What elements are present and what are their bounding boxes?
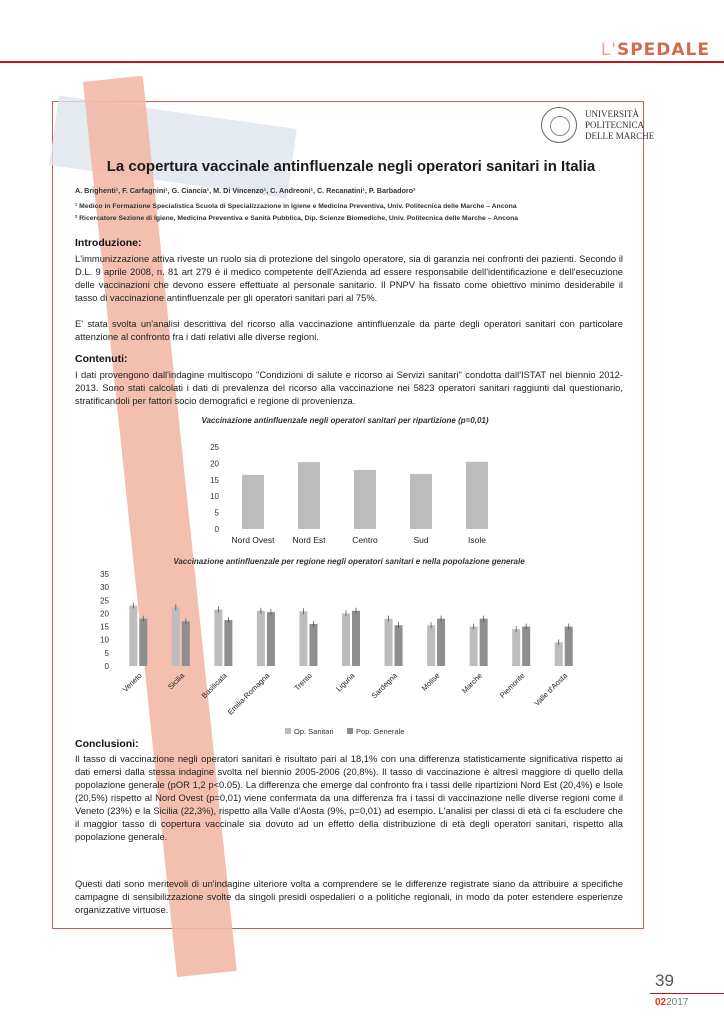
x-tick-label: Liguria (334, 671, 357, 694)
legend-label: Pop. Generale (356, 727, 405, 736)
x-tick-label: Sicilia (166, 671, 187, 692)
y-tick-label: 10 (210, 492, 219, 502)
y-tick-label: 10 (100, 635, 109, 645)
univ-line3: DELLE MARCHE (585, 131, 655, 141)
bar (395, 625, 403, 666)
affiliation-2: ² Ricercatore Sezione di Igiene, Medicina Preventiva e Sanità Pubblica, Dip. Scienze Biomediche, Univ. Politecnica delle Marche – Ancona (75, 215, 519, 222)
y-tick-label: 5 (214, 508, 219, 518)
bar (437, 619, 445, 666)
bar (224, 620, 232, 666)
x-tick-label: Nord Ovest (231, 535, 275, 545)
chart2-title: Vaccinazione antinfluenzale per regione negli operatori sanitari e nella popolazione generale (173, 557, 525, 566)
conclusions-text-2: Questi dati sono meritevoli di un'indagine ulteriore volta a comprendere se le differenze registrate siano da attribuire a specifiche campagne di sensibilizzazione svolte da singoli presidi ospedalieri o a politiche regionali, in modo da poter estendere esperienze organizzative virtuose. (75, 878, 623, 915)
bar (309, 624, 317, 666)
y-tick-label: 25 (210, 443, 219, 452)
bar (267, 612, 275, 666)
contents-text: I dati provengono dall'indagine multiscopo "Condizioni di salute e ricorso ai Servizi sanitari" condotta dall'ISTAT nel biennio 2012-2013. Sono stati calcolati i dati di prevalenza del ricorso alla vaccinazione nei 5823 operatori sanitari raggiunti dal questionario, stratificandoli per fattori socio demografici e regione di provenienza. (75, 369, 623, 406)
journal-logo: L'SPEDALE (600, 40, 710, 60)
bar (565, 627, 573, 666)
x-tick-label: Valle d'Aosta (532, 671, 570, 708)
bar (466, 462, 488, 529)
y-tick-label: 0 (214, 525, 219, 534)
x-tick-label: Centro (352, 535, 378, 545)
univ-line2: POLITECNICA (585, 120, 644, 130)
bar (214, 609, 222, 666)
bar (342, 613, 350, 666)
y-tick-label: 15 (210, 475, 219, 485)
bar (427, 625, 435, 666)
conclusions-heading: Conclusioni: (75, 738, 139, 750)
y-tick-label: 0 (104, 662, 109, 671)
header-rule (0, 61, 724, 63)
bar (522, 627, 530, 666)
chart-regioni (75, 570, 623, 740)
bar (172, 607, 180, 666)
university-logo (541, 107, 661, 147)
bar (139, 619, 147, 666)
legend-label: Op. Sanitari (294, 727, 334, 736)
bar (298, 462, 320, 529)
issue-label: 022017 (655, 997, 689, 1008)
bar (352, 611, 360, 666)
contents-heading: Contenuti: (75, 353, 128, 365)
authors: A. Brighenti¹, F. Carfagnini¹, G. Ciancia¹, M. Di Vincenzo¹, C. Andreoni¹, C. Recanatini¹, P. Barbadoro² (75, 186, 416, 195)
y-tick-label: 20 (210, 459, 219, 469)
x-tick-label: Emilia-Romagna (225, 671, 272, 717)
x-tick-label: Molise (419, 671, 442, 693)
y-tick-label: 30 (100, 583, 109, 593)
intro-heading: Introduzione: (75, 237, 142, 249)
univ-line1: UNIVERSITÀ (585, 109, 639, 119)
x-tick-label: Isole (468, 535, 486, 545)
bar (410, 474, 432, 529)
x-tick-label: Trento (292, 671, 314, 693)
x-tick-label: Basilicata (199, 671, 229, 701)
university-seal-icon (541, 107, 577, 143)
x-tick-label: Veneto (120, 671, 144, 694)
conclusions-text-1: Il tasso di vaccinazione negli operatori sanitari è risultato pari al 18,1% con una differenza statisticamente significativa rispetto ai dati emersi dalla stessa indagine svolta nel biennio 2005-2006 (20,8%). Il tasso di vaccinazione è altresì maggiore di quello della popolazione generale (pOR 1,2 p<0.05). La differenza che emerge dal confronto fra i tassi delle ripartizioni Nord Est (20,4%) e Isole (20,5%) rispetto al Nord Ovest (p=0,01) viene confermata da una differenza fra i tassi di vaccinazione nelle diverse regioni come il Veneto (23%) e la Sicilia (22,3%), rispetto alla Valle d'Aosta (9%, p=0,01) ad esempio. L'analisi per classi di età ci fa escludere che il maggior tasso di copertura vaccinale sia dovuto ad un effetto della distribuzione di età degli operatori sanitari, rispetto alla popolazione generale. (75, 753, 623, 842)
y-tick-label: 15 (100, 622, 109, 632)
y-tick-label: 20 (100, 609, 109, 619)
x-tick-label: Marche (459, 671, 485, 696)
bar (299, 611, 307, 666)
bar (182, 621, 190, 666)
bar (385, 619, 393, 666)
chart-ripartizione (175, 437, 515, 552)
bar (470, 627, 478, 666)
affiliation-1: ¹ Medico in Formazione Specialistica Scuola di Specializzazione in Igiene e Medicina Preventiva, Univ. Politecnica delle Marche – Ancona (75, 203, 517, 210)
x-tick-label: Piemonte (497, 671, 527, 700)
bar (257, 611, 265, 666)
bar (555, 642, 563, 666)
x-tick-label: Sardegna (369, 671, 399, 701)
legend-swatch (347, 728, 353, 734)
bar (129, 606, 137, 666)
bar (480, 619, 488, 666)
legend-swatch (285, 728, 291, 734)
poster-title: La copertura vaccinale antinfluenzale negli operatori sanitari in Italia (106, 158, 596, 175)
intro-text-2: E' stata svolta un'analisi descrittiva del ricorso alla vaccinazione antinfluenzale da parte degli operatori sanitari con particolare attenzione al confronto fra i dati relativi alle diverse regioni. (75, 318, 623, 342)
x-tick-label: Nord Est (292, 535, 326, 545)
bar (354, 470, 376, 529)
x-tick-label: Sud (413, 535, 429, 545)
chart1-title: Vaccinazione antinfluenzale negli operatori sanitari per ripartizione (p=0,01) (201, 416, 489, 425)
intro-text-1: L'immunizzazione attiva riveste un ruolo sia di protezione del singolo operatore, sia di garanzia nei confronti dei pazienti. Secondo il D.L. 9 aprile 2008, n. 81 art 279 è il medico competente dell'Azienda ad essere responsabile dell'identificazione e dell'esecuzione delle vaccinazioni che devono essere effettuate al personale sanitario. Il PNPV ha fissato come obiettivo minimo desiderabile il tasso di vaccinazione antinfluenzale per gli operatori sanitari pari al 75%. (75, 253, 623, 303)
page-number: 39 (655, 971, 674, 990)
y-tick-label: 5 (104, 648, 109, 658)
footer-rule (650, 993, 724, 994)
bar (512, 629, 520, 666)
y-tick-label: 25 (100, 596, 109, 606)
bar (242, 475, 264, 529)
poster (52, 101, 655, 929)
y-tick-label: 35 (100, 570, 109, 579)
